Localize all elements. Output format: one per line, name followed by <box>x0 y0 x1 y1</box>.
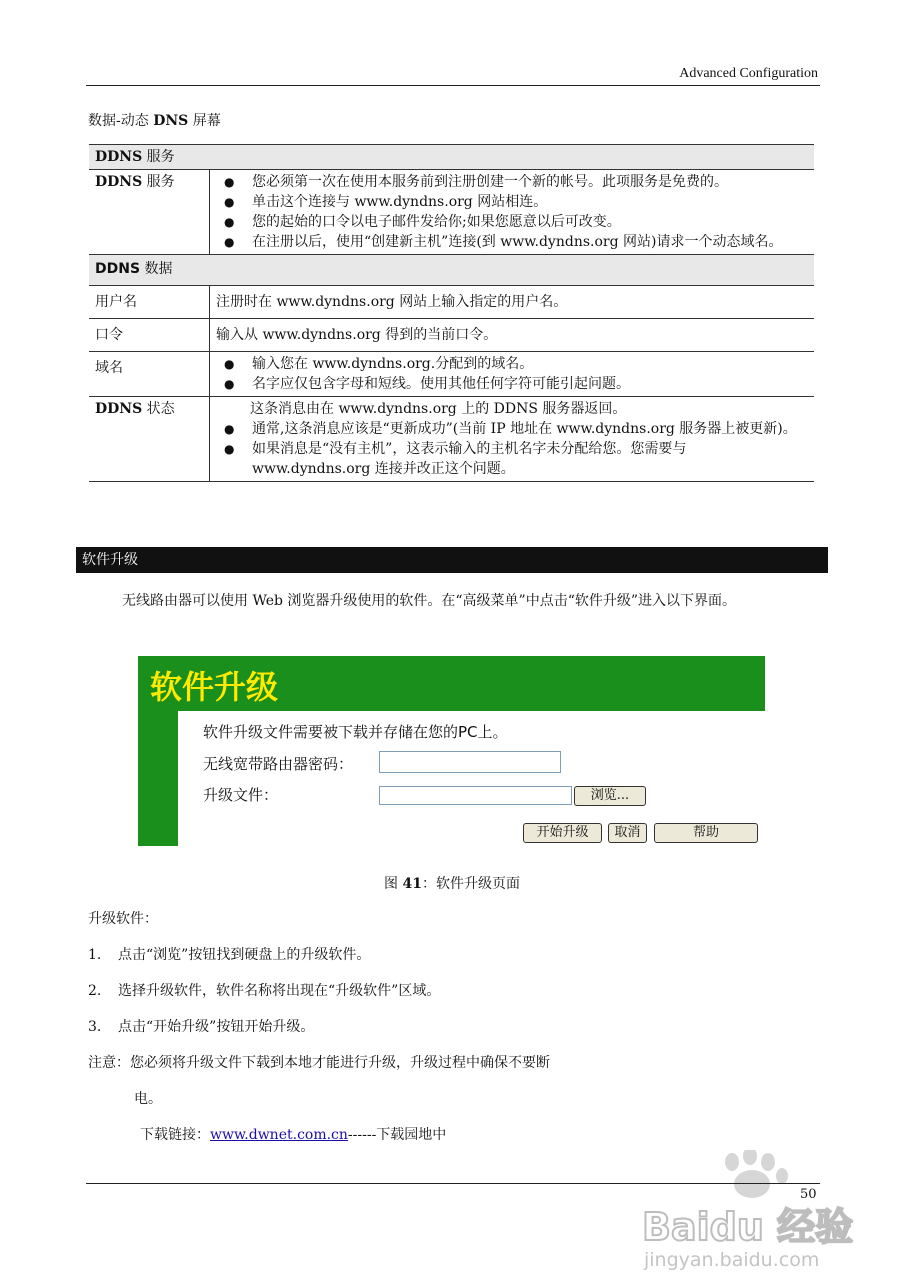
table-header-service <box>89 145 814 170</box>
list-item: ● 输入您在 www.dyndns.org.分配到的域名。 <box>252 354 808 374</box>
domain-bullet-list <box>216 354 808 394</box>
table-row-password <box>89 319 814 352</box>
status-intro: 这条消息由在 www.dyndns.org 上的 DDNS 服务器返回。 <box>250 401 627 417</box>
row-label: 状态 <box>142 401 175 417</box>
row-label: 域名 <box>89 352 210 397</box>
list-item: ● 如果消息是“没有主机”，这表示输入的主机名字未分配给您。您需要与 www.dyndns.org 连接并改正这个问题。 <box>252 439 808 479</box>
row-label-bold: DDNS <box>95 174 143 190</box>
download-line <box>140 1124 446 1144</box>
row-label-bold: DDNS <box>95 401 143 417</box>
footer-divider <box>86 1183 820 1184</box>
page-header-title: Advanced Configuration <box>679 66 818 81</box>
download-suffix: ------下载园地中 <box>347 1127 447 1143</box>
browse-button[interactable]: 浏览... <box>574 786 646 806</box>
steps-title: 升级软件： <box>88 911 158 927</box>
watermark-brand: Baidu 经验 <box>642 1205 854 1249</box>
row-label: 服务 <box>142 174 175 190</box>
step-text: 选择升级软件，软件名称将出现在“升级软件”区域。 <box>118 983 441 999</box>
row-label: 用户名 <box>89 286 210 319</box>
baidu-watermark <box>640 1150 860 1270</box>
header-bold: DDNS <box>95 149 143 165</box>
header-bold: DDNS <box>95 261 141 277</box>
caption-bold: DNS <box>153 113 189 129</box>
caption-suffix: 屏幕 <box>188 113 221 129</box>
intro-paragraph: 无线路由器可以使用 Web 浏览器升级使用的软件。在“高级菜单”中点击“软件升级”进入以下界面。 <box>122 593 737 609</box>
service-bullet-list <box>216 172 808 252</box>
list-item: ● 在注册以后，使用“创建新主机”连接(到 www.dyndns.org 网站)请求一个动态域名。 <box>252 232 808 252</box>
router-password-input[interactable] <box>379 751 561 773</box>
figure-number: 41 <box>402 876 422 892</box>
table-row-service <box>89 170 814 255</box>
watermark-url: jingyan.baidu.com <box>644 1249 820 1270</box>
help-button[interactable]: 帮助 <box>654 823 758 843</box>
row-value: 注册时在 www.dyndns.org 网站上输入指定的用户名。 <box>210 286 815 319</box>
section-bar: 软件升级 <box>76 547 828 573</box>
status-bullet-list <box>216 419 808 479</box>
section-caption <box>88 110 221 130</box>
list-item: ● 通常,这条消息应该是“更新成功”(当前 IP 地址在 www.dyndns.org 服务器上被更新)。 <box>252 419 808 439</box>
figure-suffix: ：软件升级页面 <box>421 876 520 892</box>
cancel-button[interactable]: 取消 <box>608 823 647 843</box>
step-number: 1. <box>88 947 102 963</box>
table-row-status <box>89 397 814 482</box>
step-number: 2. <box>88 983 102 999</box>
router-password-label: 无线宽带路由器密码： <box>203 755 354 773</box>
list-item: ● 单击这个连接与 www.dyndns.org 网站相连。 <box>252 192 808 212</box>
paw-icon <box>725 1150 788 1198</box>
table-row-domain <box>89 352 814 397</box>
upgrade-screenshot <box>138 656 765 846</box>
row-value: 输入从 www.dyndns.org 得到的当前口令。 <box>210 319 815 352</box>
list-item <box>88 1016 314 1036</box>
step-number: 3. <box>88 1019 102 1035</box>
header-text: 服务 <box>142 149 175 165</box>
header-divider <box>86 85 820 86</box>
ddns-table <box>89 144 814 482</box>
caption-prefix: 数据-动态 <box>88 113 154 129</box>
step-text: 点击“开始升级”按钮开始升级。 <box>118 1019 315 1035</box>
download-prefix: 下载链接： <box>140 1127 210 1143</box>
download-link[interactable]: www.dwnet.com.cn <box>210 1127 348 1143</box>
row-label: 口令 <box>89 319 210 352</box>
upgrade-notice: 软件升级文件需要被下载并存储在您的PC上。 <box>203 723 508 741</box>
upgrade-file-label: 升级文件： <box>203 786 279 804</box>
list-item: ● 您的起始的口令以电子邮件发给你;如果您愿意以后可改变。 <box>252 212 808 232</box>
start-upgrade-button[interactable]: 开始升级 <box>523 823 602 843</box>
note-line-1: 注意：您必须将升级文件下载到本地才能进行升级，升级过程中确保不要断 <box>88 1055 550 1071</box>
page-number: 50 <box>800 1187 817 1202</box>
upgrade-file-input[interactable] <box>379 786 572 805</box>
list-item <box>88 980 440 1000</box>
figure-caption <box>0 873 904 893</box>
list-item: ● 名字应仅包含字母和短线。使用其他任何字符可能引起问题。 <box>252 374 808 394</box>
screenshot-title: 软件升级 <box>150 668 279 706</box>
table-header-data <box>89 255 814 286</box>
header-text: 数据 <box>140 261 173 277</box>
screenshot-panel <box>178 711 765 846</box>
list-item: ● 您必须第一次在使用本服务前到注册创建一个新的帐号。此项服务是免费的。 <box>252 172 808 192</box>
figure-prefix: 图 <box>384 876 403 892</box>
table-row-username <box>89 286 814 319</box>
note-line-2: 电。 <box>134 1091 162 1107</box>
step-text: 点击“浏览”按钮找到硬盘上的升级软件。 <box>118 947 371 963</box>
list-item <box>88 944 370 964</box>
